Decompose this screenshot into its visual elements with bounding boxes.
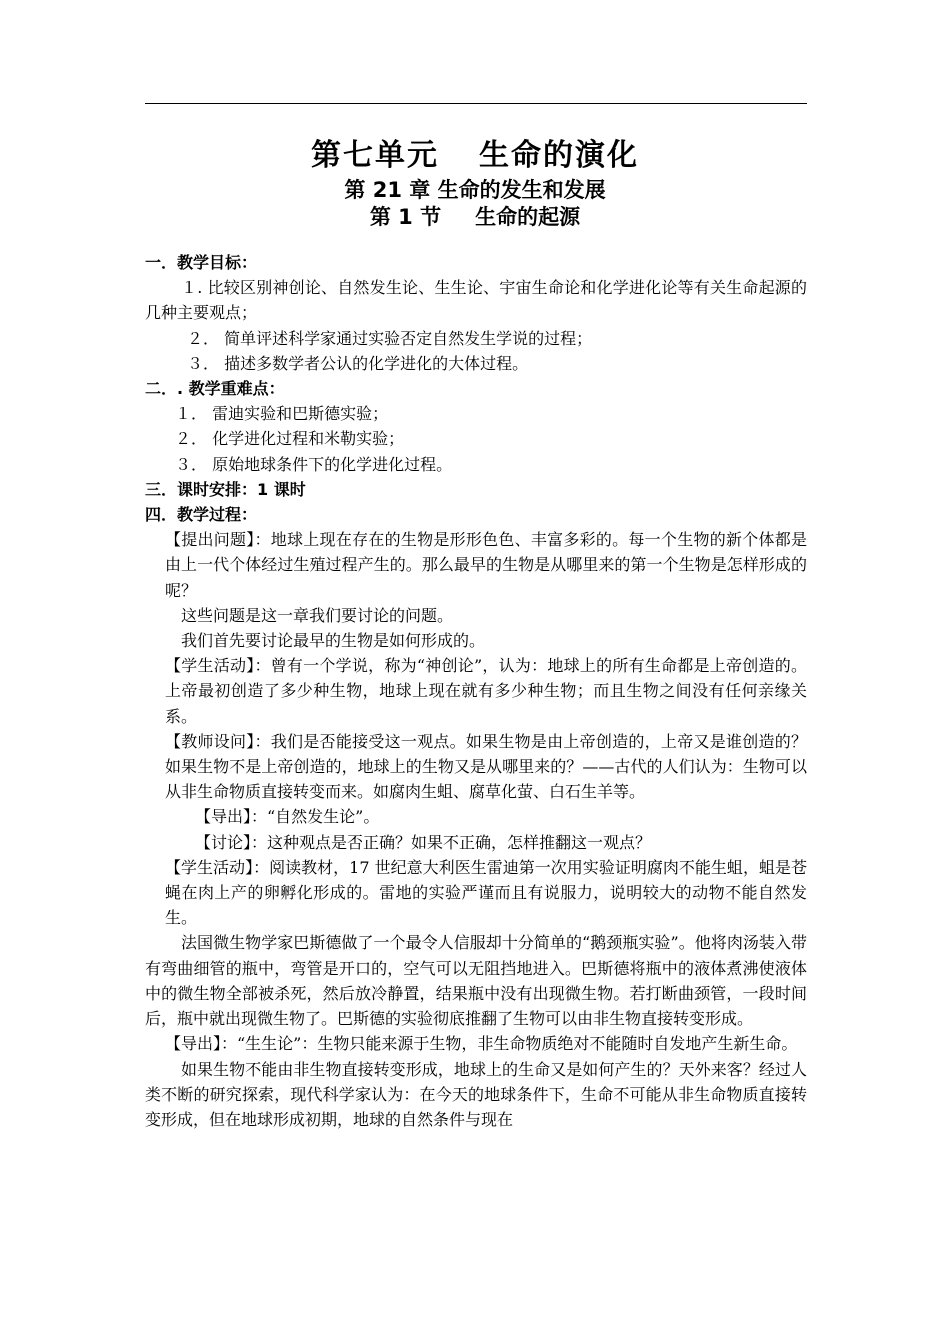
paragraph-question: 【提出问题】：地球上现在存在的生物是形形色色、丰富多彩的。每一个生物的新个体都是由上一代个体经过生殖过程产生的。那么最早的生物是从哪里来的第一个生物是怎样形成的呢？ [165,530,807,600]
paragraph-derive-2: 【导出】：“生生论”：生物只能来源于生物，非生命物质绝对不能随时自发地产生新生命。 [165,1034,798,1054]
section-title [0,201,950,231]
objective-3: ３． 描述多数学者公认的化学进化的大体过程。 [187,353,529,373]
paragraph-origin: 如果生物不能由非生物直接转变形成，地球上的生命又是如何产生的？天外来客？经过人类不断的研究探索，现代科学家认为：在今天的地球条件下，生命不可能从非生命物质直接转变形成，但在地球形成初期，地球的自然条件与现在 [145,1059,807,1129]
objective-1-line-b: 生命起源的几种主要观点； [145,278,807,323]
heading-key-points: 二．. 教学重难点： [145,379,285,399]
key-point-2: ２． 化学进化过程和米勒实验； [175,429,405,449]
header-rule [145,103,807,104]
unit-title [0,130,950,174]
paragraph-teacher-question: 【教师设问】：我们是否能接受这一观点。如果生物是由上帝创造的，上帝又是谁创造的？如果生物不是上帝创造的，地球上的生物又是从哪里来的？——古代的人们认为：生物可以从非生命物质直接转变而来。如腐肉生蛆、腐草化萤、白石生羊等。 [165,731,807,802]
heading-schedule: 三．课时安排：1 课时 [145,479,306,499]
section-number: 第 1 节 [369,205,442,229]
objective-1 [145,275,807,325]
document-body [145,250,807,1132]
paragraph-these-questions: 这些问题是这一章我们要讨论的问题。 [181,605,454,625]
heading-process: 四．教学过程： [145,505,258,525]
key-point-3: ３． 原始地球条件下的化学进化过程。 [175,454,453,474]
chapter-title: 第 21 章 生命的发生和发展 [344,178,606,202]
paragraph-student-activity-1: 【学生活动】：曾有一个学说，称为“神创论”，认为：地球上的所有生命都是上帝创造的。上帝最初创造了多少种生物，地球上现在就有多少种生物；而且生物之间没有任何亲缘关系。 [165,656,807,726]
objective-2: ２． 简单评述科学家通过实验否定自然发生学说的过程； [187,328,593,348]
section-name: 生命的起源 [475,205,581,229]
objective-1-line-a: １. 比较区别神创论、自然发生论、生生论、宇宙生命论和化学进化论等有关 [181,278,727,298]
paragraph-derive-1: 【导出】：“自然发生论”。 [195,807,380,827]
paragraph-student-activity-2: 【学生活动】：阅读教材，17 世纪意大利医生雷迪第一次用实验证明腐肉不能生蛆，蛆是苍蝇在肉上产的卵孵化形成的。雷地的实验严谨而且有说服力，说明较大的动物不能自然发生。 [165,857,807,928]
paragraph-discussion: 【讨论】：这种观点是否正确？如果不正确，怎样推翻这一观点？ [195,832,652,852]
key-point-1: １． 雷迪实验和巴斯德实验； [175,404,389,424]
heading-objectives: 一．教学目标： [145,253,258,272]
paragraph-pasteur: 法国微生物学家巴斯德做了一个最令人信服却十分简单的“鹅颈瓶实验”。他将肉汤装入带有弯曲细管的瓶中，弯管是开口的，空气可以无阻挡地进入。巴斯德将瓶中的液体煮沸使液体中的微生物全部被杀死，然后放冷静置，结果瓶中没有出现微生物。若打断曲颈管，一段时间后，瓶中就出现微生物了。巴斯德的实验彻底推翻了生物可以由非生物直接转变形成。 [145,933,807,1029]
unit-title-part-b: 生命的演化 [479,138,639,173]
unit-title-part-a: 第七单元 [311,138,439,173]
paragraph-first-discuss: 我们首先要讨论最早的生物是如何形成的。 [181,631,486,651]
